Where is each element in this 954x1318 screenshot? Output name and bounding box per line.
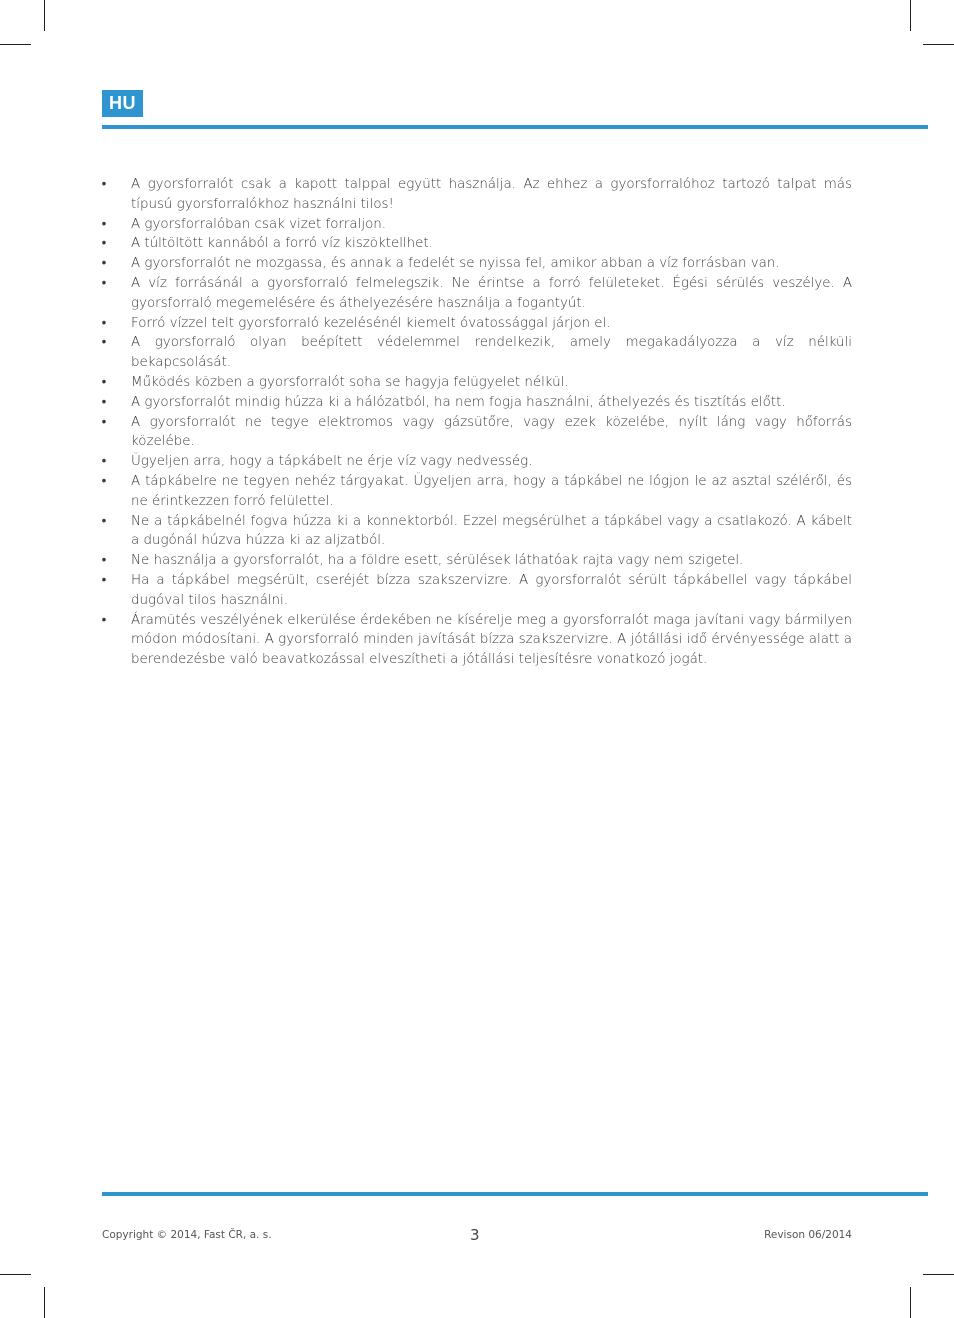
revision-text: Revison 06/2014 xyxy=(764,1229,852,1241)
list-item xyxy=(98,274,852,314)
bullet-icon: • xyxy=(101,473,107,489)
list-item-text: A gyorsforralót ne tegye elektromos vagy gázsütőre, vagy ezek közelébe, nyílt láng vagy hőforrás közelébe. xyxy=(131,414,852,450)
crop-mark xyxy=(0,1274,31,1275)
list-item-text: A gyorsforralóban csak vizet forraljon. xyxy=(131,216,387,232)
bullet-icon: • xyxy=(101,374,107,390)
list-item xyxy=(98,571,852,611)
bullet-icon: • xyxy=(101,315,107,331)
list-item xyxy=(98,314,852,334)
bullet-icon: • xyxy=(101,275,107,291)
copyright-text: Copyright © 2014, Fast ČR, a. s. xyxy=(102,1229,272,1241)
bullet-icon: • xyxy=(101,454,107,470)
bullet-icon: • xyxy=(101,513,107,529)
crop-mark xyxy=(923,44,954,45)
list-item-text: Forró vízzel telt gyorsforraló kezelésénél kiemelt óvatossággal járjon el. xyxy=(131,315,611,331)
list-item xyxy=(98,373,852,393)
bullet-icon: • xyxy=(101,572,107,588)
list-item-text: Ne a tápkábelnél fogva húzza ki a konnektorból. Ezzel megsérülhet a tápkábel vagy a csatlakozó. A kábelt a dugónál húzva húzza ki az aljzatból. xyxy=(131,513,852,549)
list-item xyxy=(98,333,852,373)
list-item-text: Ügyeljen arra, hogy a tápkábelt ne érje víz vagy nedvesség. xyxy=(131,454,533,470)
page-number: 3 xyxy=(470,1226,480,1244)
crop-mark xyxy=(910,0,911,31)
list-item-text: A gyorsforralót ne mozgassa, és annak a fedelét se nyissa fel, amikor abban a víz forrásban van. xyxy=(131,256,780,272)
list-item xyxy=(98,551,852,571)
list-item xyxy=(98,413,852,453)
list-item-text: A gyorsforraló olyan beépített védelemmel rendelkezik, amely megakadályozza a víz nélküli bekapcsolását. xyxy=(131,335,852,371)
list-item-text: A gyorsforralót mindig húzza ki a hálózatból, ha nem fogja használni, áthelyezés és tisztítás előtt. xyxy=(131,394,786,410)
bullet-icon: • xyxy=(101,256,107,272)
list-item xyxy=(98,175,852,215)
list-item xyxy=(98,254,852,274)
list-item-text: A gyorsforralót csak a kapott talppal együtt használja. Az ehhez a gyorsforralóhoz tartozó talpat más típusú gyorsforralókhoz használni tilos! xyxy=(131,177,852,212)
list-item-text: Működés közben a gyorsforralót soha se hagyja felügyelet nélkül. xyxy=(131,374,569,390)
bullet-icon: • xyxy=(101,394,107,410)
crop-mark xyxy=(923,1274,954,1275)
list-item-text: A túltöltött kannából a forró víz kiszöktellhet. xyxy=(131,236,433,252)
crop-mark xyxy=(44,1287,45,1318)
list-item xyxy=(98,611,852,670)
list-item xyxy=(98,215,852,235)
crop-mark xyxy=(0,44,31,45)
bullet-icon: • xyxy=(101,335,107,351)
bullet-icon: • xyxy=(101,177,107,192)
list-item xyxy=(98,452,852,472)
safety-instructions xyxy=(98,175,852,670)
list-item xyxy=(98,512,852,552)
list-item xyxy=(98,472,852,512)
list-item xyxy=(98,393,852,413)
crop-mark xyxy=(44,0,45,31)
bullet-icon: • xyxy=(101,612,107,628)
list-item-text: Áramütés veszélyének elkerülése érdekében ne kísérelje meg a gyorsforralót maga javítani vagy bármilyen módon módosítani. A gyorsforraló minden javítását bízza szakszervizre. A jótállási idő érvényessége alatt a berendezésbe való beavatkozással elveszítheti a jótállási teljesítésre vonatkozó jogát. xyxy=(131,612,852,668)
crop-mark xyxy=(910,1287,911,1318)
list-item-text: A víz forrásánál a gyorsforraló felmelegszik. Ne érintse a forró felületeket. Égési sérülés veszélye. A gyorsforraló megemelésére és áthelyezésére használja a fogantyút. xyxy=(131,275,852,311)
list-item-text: Ne használja a gyorsforralót, ha a földre esett, sérülések láthatóak rajta vagy nem szigetel. xyxy=(131,553,744,569)
bullet-icon: • xyxy=(101,553,107,569)
safety-list xyxy=(98,175,852,670)
bullet-icon: • xyxy=(101,236,107,252)
header-rule xyxy=(102,125,928,129)
bullet-icon: • xyxy=(101,216,107,232)
bullet-icon: • xyxy=(101,414,107,430)
list-item-text: A tápkábelre ne tegyen nehéz tárgyakat. Ügyeljen arra, hogy a tápkábel ne lógjon le az asztal széléről, és ne érintkezzen forró felülettel. xyxy=(131,473,852,509)
list-item xyxy=(98,234,852,254)
footer-rule xyxy=(102,1192,928,1196)
list-item-text: Ha a tápkábel megsérült, cseréjét bízza szakszervizre. A gyorsforralót sérült tápkábellel vagy tápkábel dugóval tilos használni. xyxy=(131,572,852,608)
language-badge: HU xyxy=(102,90,143,117)
